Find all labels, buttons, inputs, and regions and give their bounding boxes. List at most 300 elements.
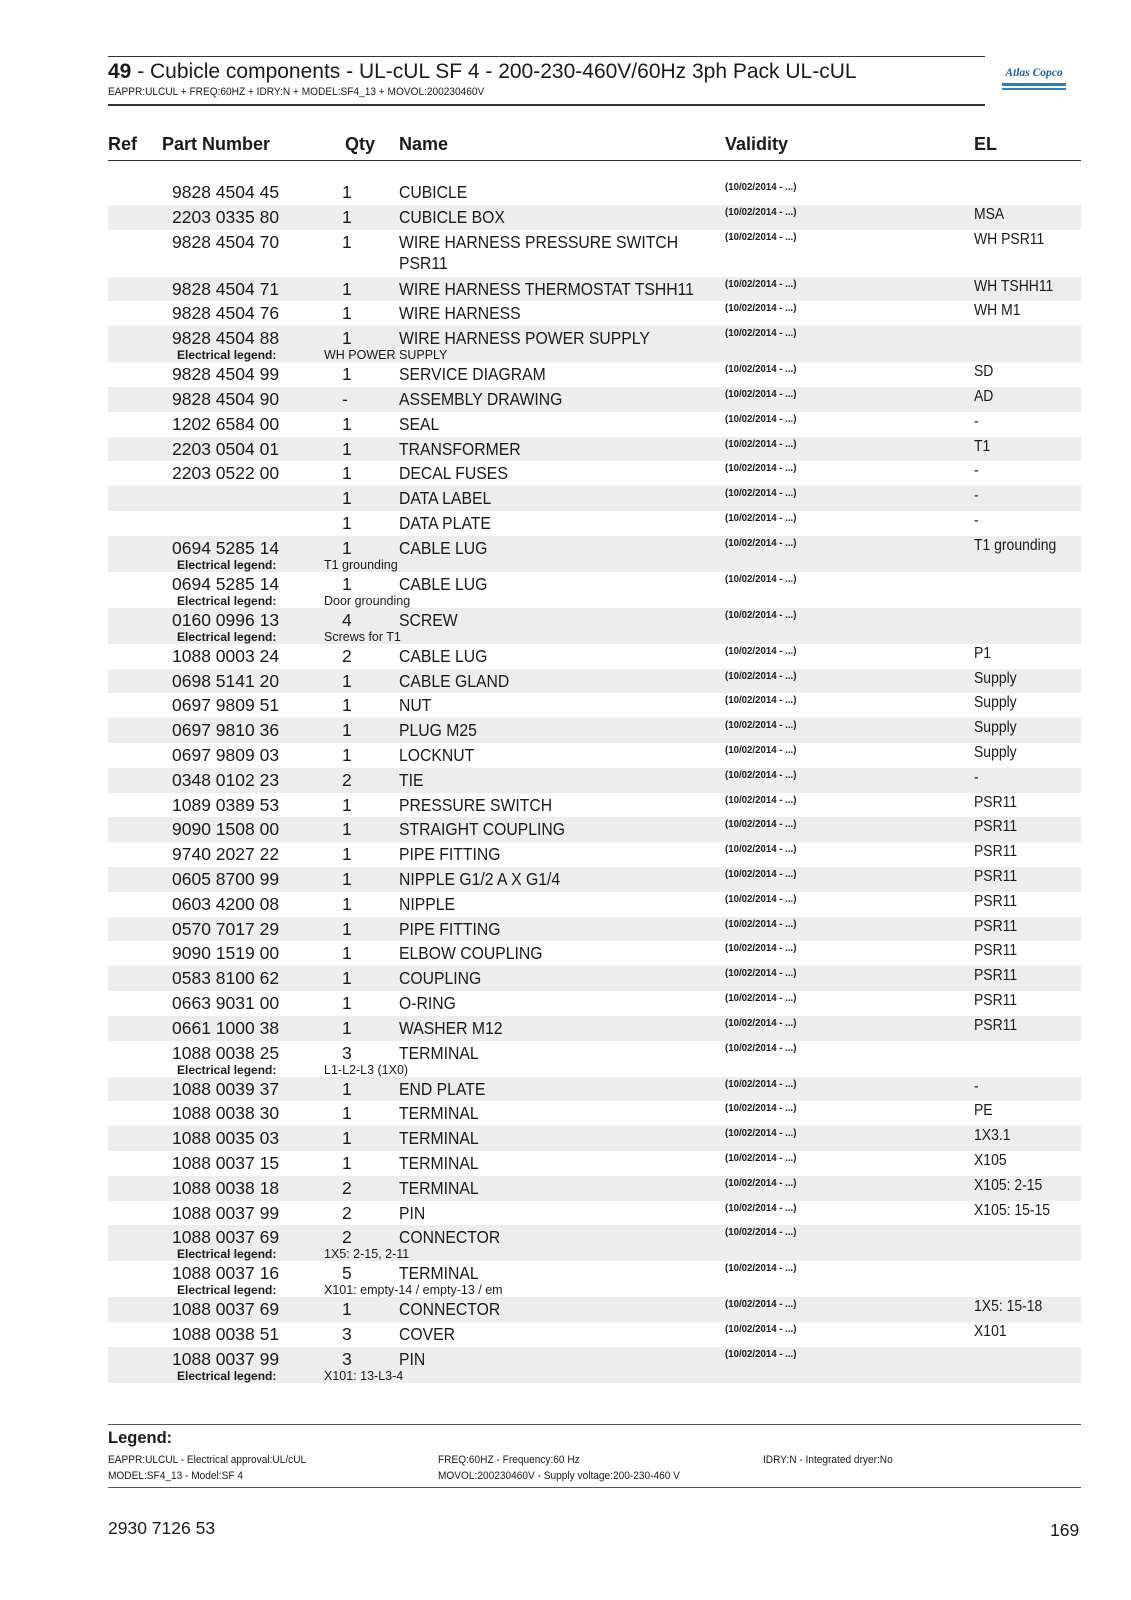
table-row xyxy=(108,1225,1081,1261)
legend-idry: IDRY:N - Integrated dryer:No xyxy=(763,1454,893,1466)
validity: (10/02/2014 - ...) xyxy=(725,743,797,756)
part-number: 9828 4504 71 xyxy=(172,278,280,299)
table-row xyxy=(108,572,1081,608)
quantity: 1 xyxy=(342,1078,352,1099)
validity: (10/02/2014 - ...) xyxy=(725,644,797,657)
part-name: SCREW xyxy=(399,609,458,630)
el-code: PSR11 xyxy=(974,1016,1018,1034)
electrical-legend-label: Electrical legend: xyxy=(177,1247,277,1262)
section-number: 49 xyxy=(108,60,132,83)
part-name: PIN xyxy=(399,1348,426,1369)
table-row xyxy=(108,917,1081,942)
legend xyxy=(108,1424,1081,1482)
el-code: PSR11 xyxy=(974,892,1018,910)
part-name: COVER xyxy=(399,1324,456,1345)
part-name: PLUG M25 xyxy=(399,720,477,741)
col-part-number: Part Number xyxy=(162,134,271,154)
part-number: 9828 4504 90 xyxy=(172,388,280,409)
validity: (10/02/2014 - ...) xyxy=(725,892,797,905)
quantity: 2 xyxy=(342,645,352,666)
part-name: NUT xyxy=(399,695,432,716)
el-code: WH PSR11 xyxy=(974,230,1045,248)
validity: (10/02/2014 - ...) xyxy=(725,991,797,1004)
part-name: TERMINAL xyxy=(399,1177,479,1198)
quantity: - xyxy=(342,388,348,409)
part-number: 0160 0996 13 xyxy=(172,609,280,630)
table-row xyxy=(108,991,1081,1016)
table-row xyxy=(108,842,1081,867)
electrical-legend-label: Electrical legend: xyxy=(177,348,277,363)
quantity: 1 xyxy=(342,794,352,815)
table-row xyxy=(108,180,1081,205)
col-ref: Ref xyxy=(108,134,138,154)
validity: (10/02/2014 - ...) xyxy=(725,230,797,243)
part-name: WIRE HARNESS THERMOSTAT TSHH11 xyxy=(399,278,694,299)
el-code: 1X5: 15-18 xyxy=(974,1298,1043,1316)
quantity: 2 xyxy=(342,1227,352,1248)
validity: (10/02/2014 - ...) xyxy=(725,277,797,290)
part-name: CABLE LUG xyxy=(399,537,488,558)
table-row xyxy=(108,1077,1081,1102)
part-number: 1089 0389 53 xyxy=(172,794,280,815)
el-code: - xyxy=(974,487,979,505)
validity: (10/02/2014 - ...) xyxy=(725,1226,797,1239)
validity: (10/02/2014 - ...) xyxy=(725,1347,797,1360)
quantity: 1 xyxy=(342,537,352,558)
part-name: TRANSFORMER xyxy=(399,438,521,459)
table-row xyxy=(108,718,1081,743)
el-code: WH M1 xyxy=(974,302,1021,320)
el-code: PSR11 xyxy=(974,843,1018,861)
validity: (10/02/2014 - ...) xyxy=(725,867,797,880)
page-subtitle: EAPPR:ULCUL + FREQ:60HZ + IDRY:N + MODEL:SF4_13 + MOVOL:200230460V xyxy=(108,86,485,98)
validity: (10/02/2014 - ...) xyxy=(725,1323,797,1336)
electrical-legend-label: Electrical legend: xyxy=(177,1283,277,1298)
part-name: CONNECTOR xyxy=(399,1227,501,1248)
quantity: 1 xyxy=(342,968,352,989)
table-row xyxy=(108,486,1081,511)
el-code: PSR11 xyxy=(974,967,1018,985)
logo-bar xyxy=(1002,88,1066,91)
quantity: 1 xyxy=(342,303,352,324)
part-name: PIN xyxy=(399,1202,426,1223)
validity: (10/02/2014 - ...) xyxy=(725,608,797,621)
validity: (10/02/2014 - ...) xyxy=(725,302,797,315)
part-number: 0661 1000 38 xyxy=(172,1017,280,1038)
table-row xyxy=(108,768,1081,793)
part-number: 9828 4504 70 xyxy=(172,231,280,252)
quantity: 1 xyxy=(342,720,352,741)
validity: (10/02/2014 - ...) xyxy=(725,327,797,340)
logo-text: Atlas Copco xyxy=(1005,67,1063,79)
part-number: 1088 0003 24 xyxy=(172,645,280,666)
part-name: WIRE HARNESS PRESSURE SWITCH xyxy=(399,231,679,252)
quantity: 1 xyxy=(342,670,352,691)
table-row xyxy=(108,387,1081,412)
validity: (10/02/2014 - ...) xyxy=(725,694,797,707)
part-number: 1088 0039 37 xyxy=(172,1078,280,1099)
table-row xyxy=(108,326,1081,362)
quantity: 1 xyxy=(342,488,352,509)
part-name: PIPE FITTING xyxy=(399,918,501,939)
el-code: Supply xyxy=(974,743,1017,761)
part-number: 1202 6584 00 xyxy=(172,413,280,434)
quantity: 1 xyxy=(342,512,352,533)
validity: (10/02/2014 - ...) xyxy=(725,719,797,732)
table-row xyxy=(108,536,1081,572)
part-name: DECAL FUSES xyxy=(399,463,508,484)
table-row xyxy=(108,941,1081,966)
part-number: 2203 0522 00 xyxy=(172,463,280,484)
part-name: TERMINAL xyxy=(399,1152,479,1173)
validity: (10/02/2014 - ...) xyxy=(725,536,797,549)
validity: (10/02/2014 - ...) xyxy=(725,181,797,193)
table-row xyxy=(108,511,1081,536)
electrical-legend-value: Screws for T1 xyxy=(324,629,401,644)
quantity: 1 xyxy=(342,182,352,202)
quantity: 1 xyxy=(342,893,352,914)
part-name: NIPPLE G1/2 A X G1/4 xyxy=(399,868,561,889)
col-el: EL xyxy=(974,134,998,154)
validity: (10/02/2014 - ...) xyxy=(725,437,797,450)
quantity: 5 xyxy=(342,1263,352,1284)
part-number: 1088 0037 69 xyxy=(172,1227,280,1248)
part-name: SERVICE DIAGRAM xyxy=(399,364,546,385)
section-title: - Cubicle components - UL-cUL SF 4 - 200-230-460V/60Hz 3ph Pack UL-cUL xyxy=(131,60,857,83)
electrical-legend-label: Electrical legend: xyxy=(177,1062,277,1077)
el-code: PSR11 xyxy=(974,867,1018,885)
el-code: X101 xyxy=(974,1323,1007,1341)
col-name: Name xyxy=(399,134,449,154)
el-code: PSR11 xyxy=(974,917,1018,935)
part-number: 9828 4504 76 xyxy=(172,303,280,324)
part-name: CONNECTOR xyxy=(399,1299,501,1320)
part-name: TIE xyxy=(399,769,424,790)
el-code: WH TSHH11 xyxy=(974,277,1054,295)
el-code: T1 xyxy=(974,437,991,455)
part-number: 1088 0037 16 xyxy=(172,1263,280,1284)
part-name: PRESSURE SWITCH xyxy=(399,794,553,815)
quantity: 1 xyxy=(342,992,352,1013)
electrical-legend-value: X101: empty-14 / empty-13 / em xyxy=(324,1283,503,1298)
table-row xyxy=(108,437,1081,462)
part-number: 0570 7017 29 xyxy=(172,918,280,939)
part-number: 1088 0038 18 xyxy=(172,1177,280,1198)
table-row xyxy=(108,461,1081,486)
part-number: 1088 0037 99 xyxy=(172,1202,280,1223)
part-name: TERMINAL xyxy=(399,1042,479,1063)
quantity: 1 xyxy=(342,438,352,459)
header-bottom-rule xyxy=(108,104,985,106)
part-number: 2203 0335 80 xyxy=(172,206,280,227)
validity: (10/02/2014 - ...) xyxy=(725,843,797,856)
validity: (10/02/2014 - ...) xyxy=(725,1127,797,1140)
validity: (10/02/2014 - ...) xyxy=(725,205,797,218)
atlas-copco-logo xyxy=(1002,62,1066,94)
col-qty: Qty xyxy=(345,134,376,154)
validity: (10/02/2014 - ...) xyxy=(725,511,797,524)
validity: (10/02/2014 - ...) xyxy=(725,487,797,500)
header-top-rule xyxy=(108,56,985,57)
table-row xyxy=(108,669,1081,694)
legend-bottom-rule xyxy=(108,1487,1081,1488)
quantity: 1 xyxy=(342,918,352,939)
part-number: 9740 2027 22 xyxy=(172,844,280,865)
part-number: 9828 4504 99 xyxy=(172,364,280,385)
electrical-legend-label: Electrical legend: xyxy=(177,593,277,608)
table-row xyxy=(108,1041,1081,1077)
part-name: CUBICLE BOX xyxy=(399,206,505,227)
el-code: P1 xyxy=(974,644,992,662)
part-name: PIPE FITTING xyxy=(399,844,501,865)
part-name: O-RING xyxy=(399,992,456,1013)
table-header xyxy=(108,130,1081,161)
part-name: WIRE HARNESS xyxy=(399,303,521,324)
quantity: 1 xyxy=(342,573,352,594)
table-row xyxy=(108,1176,1081,1201)
quantity: 1 xyxy=(342,1103,352,1124)
part-number: 0603 4200 08 xyxy=(172,893,280,914)
part-name: WASHER M12 xyxy=(399,1017,503,1038)
el-code: PSR11 xyxy=(974,818,1018,836)
quantity: 1 xyxy=(342,1128,352,1149)
part-number: 9090 1508 00 xyxy=(172,819,280,840)
quantity: 1 xyxy=(342,278,352,299)
part-name: ELBOW COUPLING xyxy=(399,943,543,964)
el-code: PE xyxy=(974,1102,993,1120)
legend-movol: MOVOL:200230460V - Supply voltage:200-230-460 V xyxy=(438,1470,680,1482)
electrical-legend-value: Door grounding xyxy=(324,593,411,608)
table-row xyxy=(108,230,1081,277)
el-code: - xyxy=(974,768,979,786)
table-row xyxy=(108,644,1081,669)
quantity: 1 xyxy=(342,844,352,865)
table-row xyxy=(108,1201,1081,1226)
quantity: 1 xyxy=(342,463,352,484)
el-code: X105: 2-15 xyxy=(974,1176,1043,1194)
page-title xyxy=(108,59,985,85)
el-code: PSR11 xyxy=(974,793,1018,811)
logo-bar xyxy=(1002,83,1066,86)
parts-table xyxy=(108,180,1081,1383)
electrical-legend-label: Electrical legend: xyxy=(177,1368,277,1383)
quantity: 2 xyxy=(342,1202,352,1223)
part-number: 0697 9809 03 xyxy=(172,744,280,765)
part-number: 0697 9809 51 xyxy=(172,695,280,716)
validity: (10/02/2014 - ...) xyxy=(725,818,797,831)
legend-title: Legend: xyxy=(108,1429,173,1447)
el-code: Supply xyxy=(974,694,1017,712)
part-name: WIRE HARNESS POWER SUPPLY xyxy=(399,328,650,349)
quantity: 1 xyxy=(342,364,352,385)
table-row xyxy=(108,1016,1081,1041)
part-number: 0697 9810 36 xyxy=(172,720,280,741)
validity: (10/02/2014 - ...) xyxy=(725,1151,797,1164)
part-name: TERMINAL xyxy=(399,1103,479,1124)
validity: (10/02/2014 - ...) xyxy=(725,942,797,955)
part-number: 0663 9031 00 xyxy=(172,992,280,1013)
part-name-continued: PSR11 xyxy=(399,252,448,273)
el-code: - xyxy=(974,462,979,480)
table-row xyxy=(108,743,1081,768)
part-number: 1088 0038 51 xyxy=(172,1324,280,1345)
electrical-legend-label: Electrical legend: xyxy=(177,629,277,644)
quantity: 1 xyxy=(342,206,352,227)
part-number: 1088 0037 99 xyxy=(172,1348,280,1369)
part-name: ASSEMBLY DRAWING xyxy=(399,388,563,409)
part-number: 1088 0037 15 xyxy=(172,1152,280,1173)
quantity: 3 xyxy=(342,1324,352,1345)
part-number: 0694 5285 14 xyxy=(172,573,280,594)
el-code: X105: 15-15 xyxy=(974,1201,1051,1219)
validity: (10/02/2014 - ...) xyxy=(725,967,797,980)
validity: (10/02/2014 - ...) xyxy=(725,669,797,682)
part-number: 0583 8100 62 xyxy=(172,968,280,989)
table-row xyxy=(108,1347,1081,1383)
el-code: MSA xyxy=(974,205,1005,223)
part-name: COUPLING xyxy=(399,968,482,989)
part-name: DATA PLATE xyxy=(399,512,491,533)
validity: (10/02/2014 - ...) xyxy=(725,1262,797,1275)
el-code: 1X3.1 xyxy=(974,1127,1011,1145)
table-row xyxy=(108,1126,1081,1151)
validity: (10/02/2014 - ...) xyxy=(725,1176,797,1189)
el-code: Supply xyxy=(974,719,1017,737)
part-number: 1088 0038 30 xyxy=(172,1103,280,1124)
el-code: X105 xyxy=(974,1151,1007,1169)
electrical-legend-value: T1 grounding xyxy=(324,557,398,572)
legend-model: MODEL:SF4_13 - Model:SF 4 xyxy=(108,1470,243,1482)
table-row xyxy=(108,301,1081,326)
quantity: 1 xyxy=(342,1299,352,1320)
validity: (10/02/2014 - ...) xyxy=(725,572,797,585)
part-number: 0698 5141 20 xyxy=(172,670,280,691)
el-code: PSR11 xyxy=(974,991,1018,1009)
part-number: 9828 4504 45 xyxy=(172,182,280,202)
part-name: CABLE LUG xyxy=(399,573,488,594)
electrical-legend-value: X101: 13-L3-4 xyxy=(324,1368,404,1383)
table-row xyxy=(108,1322,1081,1347)
validity: (10/02/2014 - ...) xyxy=(725,412,797,425)
page-header xyxy=(108,56,985,106)
table-row xyxy=(108,1151,1081,1176)
table-row xyxy=(108,892,1081,917)
table-row xyxy=(108,277,1081,302)
electrical-legend-value: L1-L2-L3 (1X0) xyxy=(324,1062,409,1077)
validity: (10/02/2014 - ...) xyxy=(725,1077,797,1090)
part-name: END PLATE xyxy=(399,1078,486,1099)
part-number: 0605 8700 99 xyxy=(172,868,280,889)
table-row xyxy=(108,966,1081,991)
table-row xyxy=(108,362,1081,387)
table-row xyxy=(108,693,1081,718)
quantity: 3 xyxy=(342,1348,352,1369)
col-validity: Validity xyxy=(725,134,789,154)
part-name: TERMINAL xyxy=(399,1128,479,1149)
quantity: 1 xyxy=(342,1152,352,1173)
electrical-legend-value: WH POWER SUPPLY xyxy=(324,348,448,363)
part-name: NIPPLE xyxy=(399,893,456,914)
legend-freq: FREQ:60HZ - Frequency:60 Hz xyxy=(438,1454,580,1466)
part-number: 1088 0035 03 xyxy=(172,1128,280,1149)
part-name: SEAL xyxy=(399,413,440,434)
table-row xyxy=(108,205,1081,230)
table-row xyxy=(108,867,1081,892)
validity: (10/02/2014 - ...) xyxy=(725,1298,797,1311)
validity: (10/02/2014 - ...) xyxy=(725,462,797,475)
el-code: Supply xyxy=(974,669,1017,687)
quantity: 1 xyxy=(342,328,352,349)
el-code: PSR11 xyxy=(974,942,1018,960)
quantity: 1 xyxy=(342,1017,352,1038)
quantity: 1 xyxy=(342,868,352,889)
page-number: 169 xyxy=(1050,1520,1080,1540)
el-code: - xyxy=(974,412,979,430)
validity: (10/02/2014 - ...) xyxy=(725,1016,797,1029)
quantity: 1 xyxy=(342,695,352,716)
table-row xyxy=(108,1297,1081,1322)
part-name: DATA LABEL xyxy=(399,488,492,509)
part-name: CABLE LUG xyxy=(399,645,488,666)
validity: (10/02/2014 - ...) xyxy=(725,768,797,781)
el-code: - xyxy=(974,1077,979,1095)
quantity: 2 xyxy=(342,769,352,790)
part-number: 2203 0504 01 xyxy=(172,438,280,459)
table-row xyxy=(108,817,1081,842)
part-number: 0348 0102 23 xyxy=(172,769,280,790)
validity: (10/02/2014 - ...) xyxy=(725,793,797,806)
validity: (10/02/2014 - ...) xyxy=(725,1041,797,1054)
part-number: 9090 1519 00 xyxy=(172,943,280,964)
quantity: 1 xyxy=(342,744,352,765)
part-name: LOCKNUT xyxy=(399,744,475,765)
legend-eappr: EAPPR:ULCUL - Electrical approval:UL/cUL xyxy=(108,1454,307,1466)
quantity: 2 xyxy=(342,1177,352,1198)
quantity: 1 xyxy=(342,943,352,964)
el-code: AD xyxy=(974,387,994,405)
el-code: SD xyxy=(974,363,994,381)
quantity: 1 xyxy=(342,231,352,252)
quantity: 3 xyxy=(342,1042,352,1063)
part-name: TERMINAL xyxy=(399,1263,479,1284)
quantity: 4 xyxy=(342,609,352,630)
table-row xyxy=(108,1261,1081,1297)
electrical-legend-label: Electrical legend: xyxy=(177,557,277,572)
table-row xyxy=(108,793,1081,818)
validity: (10/02/2014 - ...) xyxy=(725,917,797,930)
validity: (10/02/2014 - ...) xyxy=(725,363,797,376)
validity: (10/02/2014 - ...) xyxy=(725,1201,797,1214)
part-name: CUBICLE xyxy=(399,182,468,202)
part-number: 1088 0038 25 xyxy=(172,1042,280,1063)
quantity: 1 xyxy=(342,819,352,840)
table-row xyxy=(108,608,1081,644)
quantity: 1 xyxy=(342,413,352,434)
validity: (10/02/2014 - ...) xyxy=(725,1102,797,1115)
el-code: T1 grounding xyxy=(974,536,1057,554)
document-number: 2930 7126 53 xyxy=(108,1518,216,1538)
validity: (10/02/2014 - ...) xyxy=(725,387,797,400)
part-number: 9828 4504 88 xyxy=(172,328,280,349)
part-name: CABLE GLAND xyxy=(399,670,510,691)
electrical-legend-value: 1X5: 2-15, 2-11 xyxy=(324,1247,410,1262)
part-number: 1088 0037 69 xyxy=(172,1299,280,1320)
el-code: - xyxy=(974,511,979,529)
part-name: STRAIGHT COUPLING xyxy=(399,819,565,840)
part-number: 0694 5285 14 xyxy=(172,537,280,558)
table-row xyxy=(108,412,1081,437)
table-row xyxy=(108,1101,1081,1126)
